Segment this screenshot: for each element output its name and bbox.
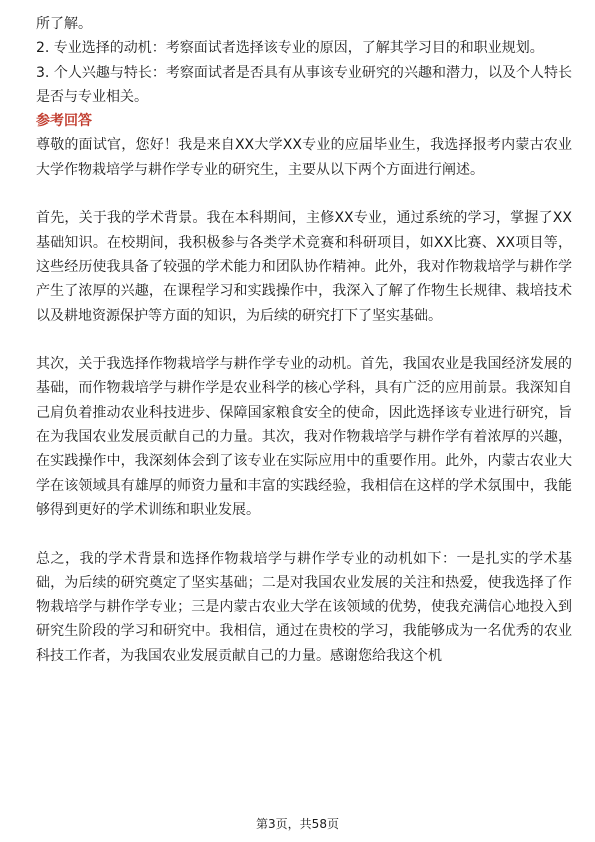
answer-paragraph-motivation: 其次，关于我选择作物栽培学与耕作学专业的动机。首先，我国农业是我国经济发展的基础，而作物栽培学与耕作学是农业科学的核心学科，具有广泛的应用前景。我深知自己肩负着推动农业科技进步、保障国家粮食安全的使命，因此选择该专业进行研究，旨在为我国农业发展贡献自己的力量。其次，我对作物栽培学与耕作学有着浓厚的兴趣，在实践操作中，我深刻体会到了该专业在实际应用中的重要作用。此外，内蒙古农业大学在该领域具有雄厚的师资力量和丰富的实践经验，我相信在这样的学术氛围中，我能够得到更好的学术训练和职业发展。 bbox=[36, 356, 572, 518]
document-body bbox=[36, 12, 572, 668]
paragraph-spacer bbox=[36, 522, 572, 546]
paragraph-spacer bbox=[36, 182, 572, 206]
criteria-item-motivation: 2. 专业选择的动机：考察面试者选择该专业的原因，了解其学习目的和职业规划。 bbox=[36, 40, 544, 57]
answer-paragraph-greeting: 尊敬的面试官，您好！我是来自XX大学XX专业的应届毕业生，我选择报考内蒙古农业大学作物栽培学与耕作学专业的研究生，主要从以下两个方面进行阐述。 bbox=[36, 137, 572, 178]
criteria-item-interest: 3. 个人兴趣与特长：考察面试者是否具有从事该专业研究的兴趣和潜力，以及个人特长是否与专业相关。 bbox=[36, 64, 572, 105]
reference-answer-heading: 参考回答 bbox=[36, 113, 92, 130]
paragraph-spacer bbox=[36, 328, 572, 352]
page-number: 第3页，共58页 bbox=[256, 817, 339, 831]
answer-paragraph-summary: 总之，我的学术背景和选择作物栽培学与耕作学专业的动机如下：一是扎实的学术基础，为后续的研究奠定了坚实基础；二是对我国农业发展的关注和热爱，使我选择了作物栽培学与耕作学专业；三是内蒙古农业大学在该领域的优势，使我充满信心地投入到研究生阶段的学习和研究中。我相信，通过在贵校的学习，我能够成为一名优秀的农业科技工作者，为我国农业发展贡献自己的力量。感谢您给我这个机 bbox=[36, 550, 572, 664]
answer-paragraph-background: 首先，关于我的学术背景。我在本科期间，主修XX专业，通过系统的学习，掌握了XX基础知识。在校期间，我积极参与各类学术竞赛和科研项目，如XX比赛、XX项目等，这些经历使我具备了较强的学术能力和团队协作精神。此外，我对作物栽培学与耕作学产生了浓厚的兴趣，在课程学习和实践操作中，我深入了解了作物生长规律、栽培技术以及耕地资源保护等方面的知识，为后续的研究打下了坚实基础。 bbox=[36, 210, 572, 324]
continued-line: 所了解。 bbox=[36, 16, 92, 32]
